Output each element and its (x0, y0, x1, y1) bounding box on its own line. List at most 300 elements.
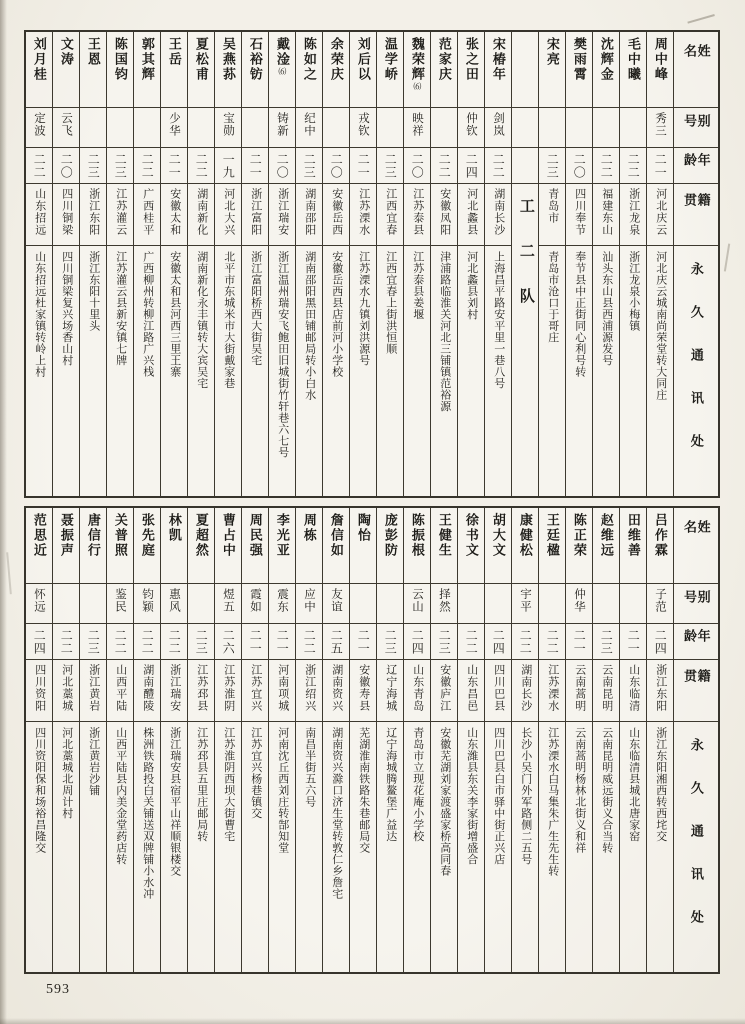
entry-age-cell (377, 624, 403, 660)
entry-native-place-cell (458, 660, 484, 722)
entry-age: 二四 (32, 629, 47, 655)
entry-age-cell (404, 148, 430, 184)
entry-name-wrap (302, 508, 316, 583)
empty-cell (512, 32, 538, 108)
entry-age: 二二 (302, 629, 317, 655)
entry-address-cell (215, 246, 241, 496)
entry-age: 二二 (464, 629, 479, 655)
entry-name: 范思近 (31, 513, 47, 558)
entry-age-cell (134, 148, 160, 184)
entry-address: 浙江黄岩沙铺 (87, 727, 100, 796)
entry-native-place-cell (53, 184, 79, 246)
entry-native-place-cell (161, 660, 187, 722)
entry-name-wrap (410, 32, 424, 107)
entry-alias: 定波 (33, 112, 46, 137)
entry-address-cell (485, 722, 511, 972)
entry-native-place: 江苏泰县 (411, 188, 424, 236)
entry-address: 芜湖淮南铁路朱巷邮局交 (357, 727, 370, 854)
entry-alias: 钧颖 (141, 588, 154, 613)
entry-address: 江苏泰县姜堰 (411, 251, 424, 320)
entry-age-cell (593, 624, 619, 660)
entry-name-cell (296, 508, 322, 584)
entry-native-place-cell (593, 184, 619, 246)
table-row (620, 32, 647, 496)
entry-alias-cell (350, 108, 376, 148)
entry-native-place: 安徽庐江 (438, 664, 451, 712)
entry-age: 二一 (248, 153, 263, 179)
table-row (296, 32, 323, 496)
entry-age-cell (404, 624, 430, 660)
entry-name-wrap (59, 32, 73, 107)
entry-name-cell (431, 508, 457, 584)
entry-age-cell (269, 148, 295, 184)
entry-address: 浙江富阳桥西大街吴宅 (249, 251, 262, 366)
entry-age-cell (512, 624, 538, 660)
entry-name: 王岳 (166, 37, 182, 67)
entry-alias: 择然 (438, 588, 451, 613)
entry-age: 二〇 (572, 153, 587, 179)
entry-address: 奉节县中正街同心利号转 (573, 251, 586, 378)
entry-age-cell (647, 624, 673, 660)
entry-age-cell (350, 148, 376, 184)
row-header-label: 籍贯 (682, 669, 711, 696)
entry-address: 河南沈丘西刘庄转郜知堂 (276, 727, 289, 854)
entry-name-cell (80, 508, 106, 584)
entry-native-place: 湖南邵阳 (303, 188, 316, 236)
entry-alias-cell (323, 584, 349, 624)
table-row (215, 508, 242, 972)
entry-age-cell (458, 624, 484, 660)
entry-age-cell (242, 148, 268, 184)
row-header-label: 姓名 (682, 44, 711, 77)
table-row (647, 508, 674, 972)
table-row (539, 508, 566, 972)
entry-address: 南昌半街五六号 (303, 727, 316, 808)
entry-alias: 霞如 (249, 588, 262, 613)
entry-address-cell (269, 722, 295, 972)
entry-age: 二一 (626, 629, 641, 655)
entry-name-cell (566, 32, 592, 108)
entry-native-place: 湖南资兴 (330, 664, 343, 712)
entry-name-cell (53, 508, 79, 584)
entry-native-place-cell (296, 184, 322, 246)
entry-age: 二四 (653, 629, 668, 655)
row-header-label: 姓名 (682, 520, 711, 553)
roster-table-top (24, 30, 720, 498)
entry-native-place-cell (323, 660, 349, 722)
entry-name: 周民强 (247, 513, 263, 558)
entry-alias-cell (404, 108, 430, 148)
entry-alias: 友谊 (330, 588, 343, 613)
entry-name: 周栋 (301, 513, 317, 543)
entry-name: 聂振声 (58, 513, 74, 558)
entry-name-cell (377, 32, 403, 108)
entry-age: 二〇 (275, 153, 290, 179)
entry-age-cell (161, 148, 187, 184)
table-row (323, 508, 350, 972)
entry-age-cell (485, 624, 511, 660)
table-row (80, 508, 107, 972)
entry-name: 张先庭 (139, 513, 155, 558)
entry-age: 二二 (437, 153, 452, 179)
row-header-cell (674, 184, 718, 246)
entry-name-cell (323, 32, 349, 108)
entry-name: 陈国钧 (112, 37, 128, 82)
entry-address-cell (404, 722, 430, 972)
entry-alias-cell (26, 584, 52, 624)
entry-age: 二六 (221, 629, 236, 655)
entry-name-cell (350, 508, 376, 584)
entry-footnote-mark: ⑹ (412, 82, 422, 90)
entry-age-cell (485, 148, 511, 184)
entry-age-cell (26, 624, 52, 660)
entry-native-place-cell (512, 660, 538, 722)
entry-age-cell (80, 148, 106, 184)
entry-native-place-cell (431, 184, 457, 246)
entry-name-cell (647, 32, 673, 108)
table-row (566, 32, 593, 496)
entry-name-cell (458, 508, 484, 584)
entry-address: 山西平陆县内美金堂药店转 (114, 727, 127, 865)
entry-footnote-mark: ⑹ (277, 67, 287, 75)
entry-address: 河北藁城北周计村 (60, 727, 73, 819)
table-row (620, 508, 647, 972)
entry-native-place: 浙江东阳 (87, 188, 100, 236)
entry-name: 文涛 (58, 37, 74, 67)
entry-name-cell (107, 508, 133, 584)
entry-native-place: 浙江东阳 (654, 664, 667, 712)
entry-alias: 鉴民 (114, 588, 127, 613)
entry-name-cell (620, 508, 646, 584)
entry-name: 夏松甫 (193, 37, 209, 82)
entry-name: 陈正荣 (571, 513, 587, 558)
entry-name: 王恩 (85, 37, 101, 67)
entry-name-cell (26, 508, 52, 584)
table-row (188, 32, 215, 496)
entry-address: 江苏溧水九镇刘洪源号 (357, 251, 370, 366)
entry-alias: 映祥 (411, 112, 424, 137)
entry-address: 湖南新化永丰镇转大宾吴宅 (195, 251, 208, 389)
entry-native-place: 广西桂平 (141, 188, 154, 236)
entry-alias-cell (431, 108, 457, 148)
entry-native-place-cell (80, 660, 106, 722)
entry-name-wrap (113, 32, 127, 107)
entry-name-wrap (437, 32, 451, 107)
entry-address: 津浦路临淮关河北三铺镇范裕源 (438, 251, 451, 412)
table-row (593, 508, 620, 972)
entry-age-cell (242, 624, 268, 660)
entry-native-place-cell (350, 660, 376, 722)
entry-name: 关普照 (112, 513, 128, 558)
entry-alias-cell (107, 108, 133, 148)
table-row (458, 32, 485, 496)
entry-address-cell (539, 722, 565, 972)
entry-address: 上海昌平路安平里一巷八号 (492, 251, 505, 389)
entry-address-cell (566, 246, 592, 496)
entry-name: 戴淦 (274, 37, 290, 67)
entry-address: 浙江东阳湘西转西垞交 (654, 727, 667, 842)
entry-age: 二二 (140, 629, 155, 655)
entry-age: 二〇 (59, 153, 74, 179)
entry-address-cell (593, 722, 619, 972)
entry-age: 二三 (383, 153, 398, 179)
entry-alias: 宇平 (519, 588, 532, 613)
entry-alias: 煜五 (222, 588, 235, 613)
entry-name-wrap (167, 508, 181, 583)
entry-native-place-cell (485, 660, 511, 722)
entry-address: 江苏淮阴西坝大街曹宅 (222, 727, 235, 842)
entry-native-place: 湖南长沙 (492, 188, 505, 236)
entry-name-wrap (275, 32, 289, 107)
entry-address-cell (215, 722, 241, 972)
entry-name: 张之田 (463, 37, 479, 82)
entry-name: 庞彭防 (382, 513, 398, 558)
entry-name: 魏荣辉 (409, 37, 425, 82)
entry-alias-cell (53, 584, 79, 624)
entry-name: 徐书文 (463, 513, 479, 558)
entry-age: 二一 (653, 153, 668, 179)
table-row (323, 32, 350, 496)
entry-address: 长沙小吴门外军路侧二五号 (519, 727, 532, 865)
entry-age-cell (53, 624, 79, 660)
entry-name: 胡大文 (490, 513, 506, 558)
table-row (26, 508, 53, 972)
entry-address-cell (377, 722, 403, 972)
entry-age: 二〇 (410, 153, 425, 179)
entry-alias-cell (458, 108, 484, 148)
entry-alias: 子范 (654, 588, 667, 613)
entry-name: 陈如之 (301, 37, 317, 82)
entry-name: 王廷楹 (544, 513, 560, 558)
entry-age: 二二 (194, 153, 209, 179)
entry-address-cell (107, 722, 133, 972)
scan-edge-shadow (0, 1018, 745, 1024)
entry-alias: 少华 (168, 112, 181, 137)
page-number: 593 (46, 982, 70, 997)
entry-native-place-cell (188, 184, 214, 246)
entry-age-cell (323, 624, 349, 660)
entry-native-place-cell (107, 660, 133, 722)
table-row (431, 508, 458, 972)
entry-address: 山东招远杜家镇转岭上村 (33, 251, 46, 378)
entry-name-wrap (383, 32, 397, 107)
entry-native-place-cell (566, 660, 592, 722)
entry-age: 二五 (329, 629, 344, 655)
entry-age-cell (80, 624, 106, 660)
entry-name: 温学峤 (382, 37, 398, 82)
entry-alias-cell (323, 108, 349, 148)
entry-name-cell (134, 508, 160, 584)
entry-native-place: 浙江瑞安 (168, 664, 181, 712)
entry-age: 二二 (545, 629, 560, 655)
entry-address-cell (242, 246, 268, 496)
entry-alias-cell (161, 108, 187, 148)
table-row (80, 32, 107, 496)
entry-name-cell (296, 32, 322, 108)
entry-age: 二一 (167, 153, 182, 179)
entry-age: 二三 (383, 629, 398, 655)
entry-native-place-cell (404, 660, 430, 722)
entry-name-cell (539, 32, 565, 108)
entry-native-place-cell (323, 184, 349, 246)
row-header-cell (674, 246, 718, 496)
entry-native-place-cell (431, 660, 457, 722)
entry-age: 二一 (356, 629, 371, 655)
entry-age: 二三 (194, 629, 209, 655)
table-row (377, 32, 404, 496)
entry-native-place-cell (161, 184, 187, 246)
entry-address-cell (269, 246, 295, 496)
entry-alias: 秀三 (654, 112, 667, 137)
entry-native-place-cell (242, 660, 268, 722)
entry-age-cell (215, 624, 241, 660)
entry-native-place: 河北蠡县 (465, 188, 478, 236)
entry-native-place-cell (620, 660, 646, 722)
entry-age: 二四 (464, 153, 479, 179)
table-row (296, 508, 323, 972)
entry-age: 二二 (518, 629, 533, 655)
entry-alias: 剑岚 (492, 112, 505, 137)
entry-native-place: 山东昌邑 (465, 664, 478, 712)
entry-age: 二三 (599, 629, 614, 655)
entry-name-cell (269, 32, 295, 108)
entry-address-cell (296, 246, 322, 496)
entry-name-cell (161, 32, 187, 108)
row-header-label: 年龄 (682, 629, 711, 646)
entry-name-wrap (302, 32, 316, 107)
entry-age-cell (539, 624, 565, 660)
entry-age-cell (458, 148, 484, 184)
entry-name-cell (242, 32, 268, 108)
entry-native-place: 浙江瑞安 (276, 188, 289, 236)
entry-native-place-cell (134, 184, 160, 246)
entry-native-place: 四川奉节 (573, 188, 586, 236)
entry-name-cell (404, 32, 430, 108)
entry-native-place: 四川铜梁 (60, 188, 73, 236)
entry-name-wrap (167, 32, 181, 107)
entry-name-cell (485, 32, 511, 108)
entry-address: 汕头东山县西浦源发号 (600, 251, 613, 366)
entry-native-place: 四川巴县 (492, 664, 505, 712)
entry-native-place-cell (215, 184, 241, 246)
team-label-cell (512, 184, 538, 496)
entry-name-cell (107, 32, 133, 108)
entry-address-cell (53, 722, 79, 972)
team-column (512, 32, 539, 496)
entry-address-cell (134, 246, 160, 496)
entry-native-place: 辽宁海城 (384, 664, 397, 712)
table-row (404, 32, 431, 496)
entry-name-wrap (653, 32, 667, 107)
entry-address-cell (161, 246, 187, 496)
entry-address: 安徽岳西县店前河小学校 (330, 251, 343, 378)
pencil-mark (6, 552, 18, 595)
entry-age-cell (215, 148, 241, 184)
entry-name-cell (134, 32, 160, 108)
entry-alias-cell (80, 584, 106, 624)
entry-age: 二三 (86, 153, 101, 179)
entry-native-place-cell (350, 184, 376, 246)
entry-address: 江西宜春上街洪恒顺 (384, 251, 397, 355)
entry-native-place: 河北大兴 (222, 188, 235, 236)
entry-alias-cell (458, 584, 484, 624)
entry-native-place: 河南项城 (276, 664, 289, 712)
entry-alias-cell (566, 108, 592, 148)
entry-address: 湖南邵阳黑田铺邮局转小白水 (303, 251, 316, 401)
entry-name-cell (323, 508, 349, 584)
entry-name-cell (80, 32, 106, 108)
entry-name-cell (485, 508, 511, 584)
table-row (161, 508, 188, 972)
entry-age-cell (431, 148, 457, 184)
entry-name-wrap (464, 508, 478, 583)
row-header-label: 籍贯 (682, 193, 711, 220)
table-row (215, 32, 242, 496)
entry-name-wrap (491, 32, 505, 107)
table-row (485, 32, 512, 496)
entry-name-wrap (32, 508, 46, 583)
entry-alias: 铸新 (276, 112, 289, 137)
entry-name-wrap (275, 508, 289, 583)
entry-name: 吴燕荪 (220, 37, 236, 82)
entry-name-cell (647, 508, 673, 584)
entry-age-cell (431, 624, 457, 660)
entry-age: 二二 (32, 153, 47, 179)
entry-address: 浙江龙泉小梅镇 (627, 251, 640, 332)
entry-age-cell (161, 624, 187, 660)
entry-age: 二二 (167, 629, 182, 655)
row-header-cell (674, 624, 718, 660)
entry-age-cell (647, 148, 673, 184)
entry-name-cell (566, 508, 592, 584)
entry-alias: 震东 (276, 588, 289, 613)
row-header-cell (674, 722, 718, 972)
entry-native-place-cell (26, 660, 52, 722)
entry-address-cell (161, 722, 187, 972)
entry-age: 二二 (140, 153, 155, 179)
entry-name-cell (350, 32, 376, 108)
row-header-cell (674, 148, 718, 184)
table-row (350, 32, 377, 496)
entry-address: 辽宁海城腾鳌堡广益达 (384, 727, 397, 842)
entry-age-cell (539, 148, 565, 184)
entry-address: 安徽芜湖刘家渡盛家桥高同春 (438, 727, 451, 877)
entry-name-wrap (86, 508, 100, 583)
entry-name: 夏超然 (193, 513, 209, 558)
entry-native-place-cell (26, 184, 52, 246)
entry-alias-cell (593, 584, 619, 624)
entry-address-cell (107, 246, 133, 496)
entry-native-place-cell (647, 184, 673, 246)
entry-address: 浙江温州瑞安飞鲍田旧城街竹轩巷六七号 (276, 251, 289, 458)
entry-name: 曹占中 (220, 513, 236, 558)
roster-table-bottom (24, 506, 720, 974)
entry-address-cell (80, 722, 106, 972)
entry-native-place-cell (647, 660, 673, 722)
entry-address-cell (377, 246, 403, 496)
entry-name: 吕作霖 (652, 513, 668, 558)
entry-native-place: 安徽太和 (168, 188, 181, 236)
empty-cell (512, 108, 538, 148)
entry-native-place-cell (107, 184, 133, 246)
entry-alias-cell (215, 584, 241, 624)
entry-address: 湖南资兴滁口济生堂转敦仁乡詹宅 (330, 727, 343, 900)
entry-address: 江苏灌云县新安镇七牌 (114, 251, 127, 366)
entry-name-wrap (572, 32, 586, 107)
entry-age-cell (107, 624, 133, 660)
entry-alias: 云山 (411, 588, 424, 613)
entry-address-cell (458, 246, 484, 496)
